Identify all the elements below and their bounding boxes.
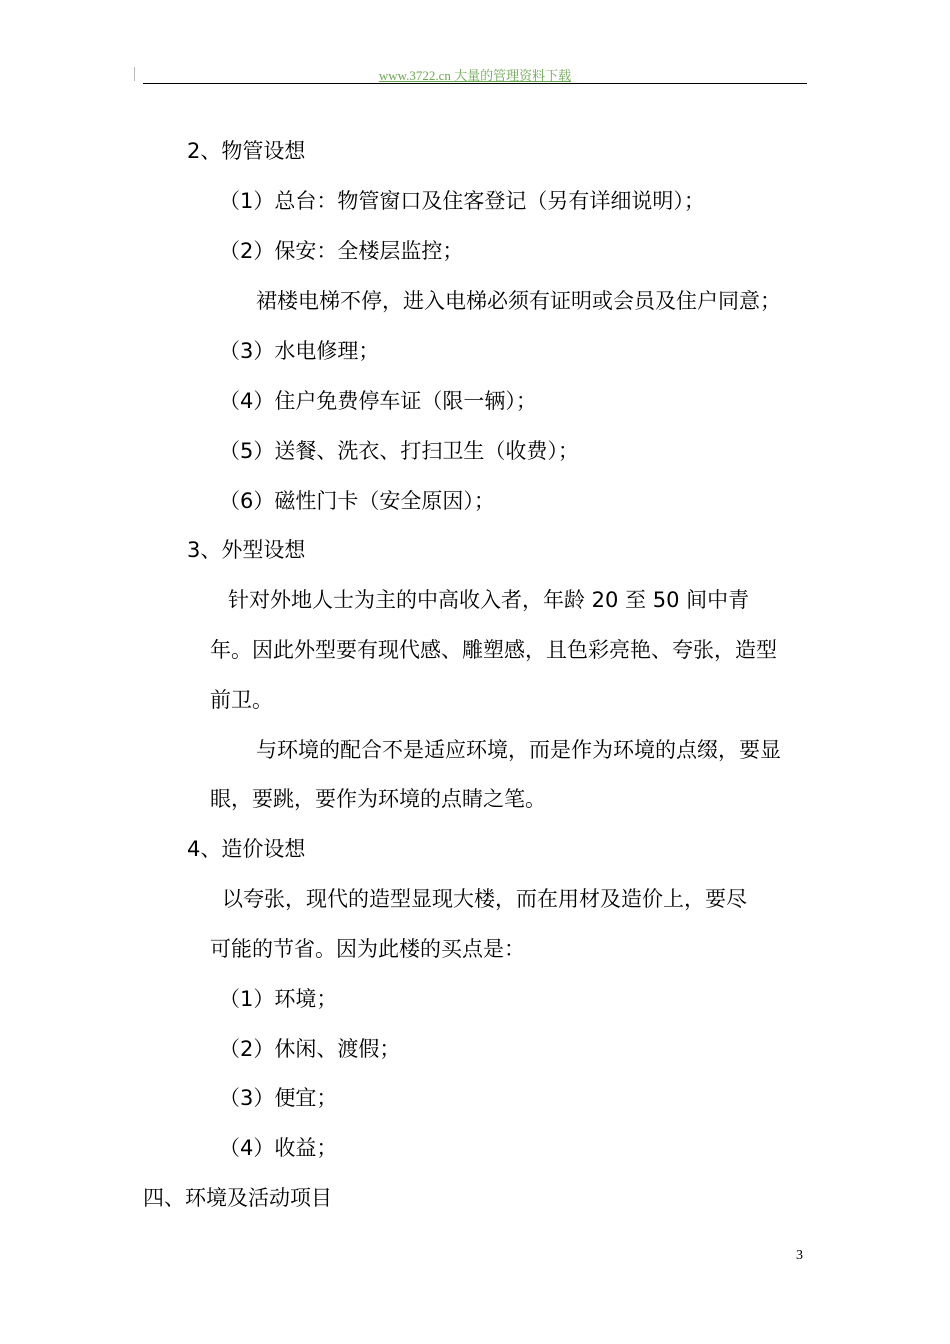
chapter-heading: 四、环境及活动项目 — [143, 1186, 332, 1210]
list-item: （4）收益； — [219, 1136, 338, 1160]
list-item: （1）环境； — [219, 987, 338, 1011]
list-item: （1）总台：物管窗口及住客登记（另有详细说明）； — [219, 189, 705, 213]
list-item: （2）休闲、渡假； — [219, 1037, 401, 1061]
header-divider — [143, 83, 807, 84]
section-heading-property-management: 2、物管设想 — [187, 139, 306, 163]
paragraph-line: 前卫。 — [210, 688, 273, 712]
list-item: （5）送餐、洗衣、打扫卫生（收费）； — [219, 439, 579, 463]
list-item: （6）磁性门卡（安全原因）； — [219, 489, 495, 513]
list-item: （3）便宜； — [219, 1086, 338, 1110]
paragraph-line: 针对外地人士为主的中高收入者，年龄 20 至 50 间中青 — [228, 588, 750, 612]
paragraph-line: 与环境的配合不是适应环境，而是作为环境的点缀，要显 — [256, 738, 781, 762]
list-item: （2）保安：全楼层监控； — [219, 239, 464, 263]
header-link[interactable]: www.3722.cn 大量的管理资料下载 — [378, 68, 572, 83]
section-heading-exterior: 3、外型设想 — [187, 538, 306, 562]
paragraph-line: 裙楼电梯不停，进入电梯必须有证明或会员及住户同意； — [256, 289, 781, 313]
section-heading-cost: 4、造价设想 — [187, 837, 306, 861]
paragraph-line: 眼，要跳，要作为环境的点睛之笔。 — [210, 787, 546, 811]
list-item: （4）住户免费停车证（限一辆）； — [219, 389, 537, 413]
page-number: 3 — [796, 1248, 803, 1263]
paragraph-line: 以夸张，现代的造型显现大楼，而在用材及造价上，要尽 — [222, 887, 747, 911]
list-item: （3）水电修理； — [219, 339, 380, 363]
paragraph-line: 年。因此外型要有现代感、雕塑感，且色彩亮艳、夸张，造型 — [210, 638, 777, 662]
paragraph-line: 可能的节省。因为此楼的买点是： — [210, 937, 525, 961]
